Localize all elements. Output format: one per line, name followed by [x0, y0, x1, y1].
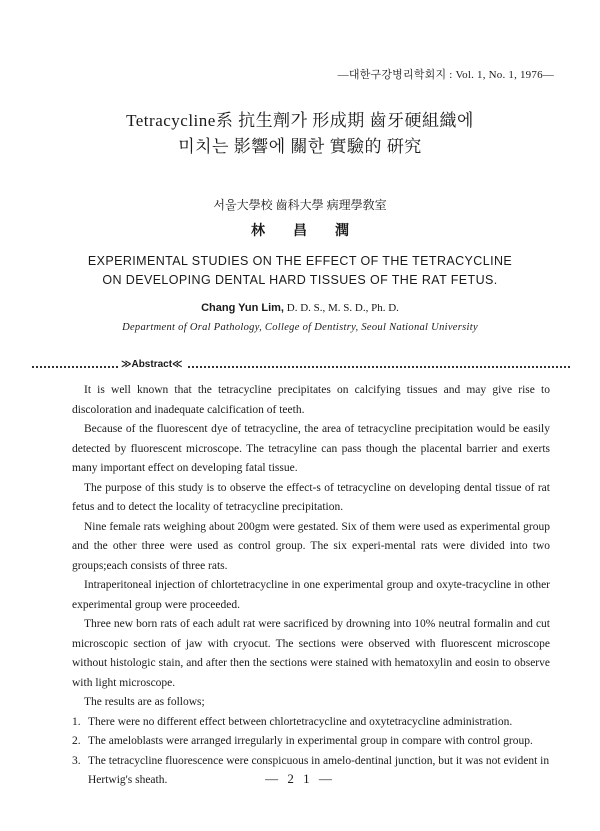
dotted-rule	[32, 366, 570, 368]
journal-reference: —대한구강병리학회지 : Vol. 1, No. 1, 1976—	[337, 69, 554, 81]
korean-title-line-2: 미치는 影響에 關한 實驗的 硏究	[178, 137, 422, 156]
english-department: Department of Oral Pathology, College of Dentistry, Seoul National University	[122, 322, 478, 333]
abstract-paragraph: It is well known that the tetracycline precipitates on calcifying tissues and may give rise to discoloration and inadequate calcification of teeth.	[72, 384, 550, 416]
result-item	[72, 713, 550, 733]
page-number: — 2 1 —	[265, 771, 335, 786]
abstract-paragraph: Three new born rats of each adult rat were sacrificed by drowning into 10% neutral formalin and cut microscopic section of jaw with cryocut. The sections were observed with fluorescent microscope without histologic stain, and after then the sections were stained with hematoxylin and eosin to observe with light microscope.	[72, 618, 550, 689]
english-author	[0, 302, 600, 314]
abstract-paragraph: The purpose of this study is to observe the effect-s of tetracycline on developing dental tissue of rat fetus and to detect the locality of tetracycline precipitation.	[72, 481, 550, 513]
result-number: 2.	[72, 735, 81, 747]
author-degrees: D. D. S., M. S. D., Ph. D.	[286, 302, 399, 314]
result-number: 3.	[72, 754, 81, 767]
results-heading: The results are as follows;	[84, 696, 205, 708]
english-title-line-1: EXPERIMENTAL STUDIES ON THE EFFECT OF THE TETRACYCLINE	[87, 254, 513, 268]
result-item	[72, 732, 550, 752]
abstract-label: ≫Abstract≪	[118, 359, 186, 370]
result-text: The ameloblasts were arranged irregularly in experimental group in compare with control group.	[88, 735, 533, 747]
result-text: There were no different effect between chlortetracycline and oxytetracycline administration.	[88, 715, 513, 728]
author-name: Chang Yun Lim,	[201, 302, 284, 314]
result-number: 1.	[72, 715, 81, 728]
abstract-paragraph: Because of the fluorescent dye of tetracycline, the area of tetracycline precipitation would be easily detected by fluorescent microscope. The tetracyline can pass though the placental barrier and exerts many important effect on developing fatal tissue.	[72, 423, 550, 474]
abstract-paragraph: Nine female rats weighing about 200gm were gestated. Six of them were used as experimental group and the other three were used as control group. The six experi-mental rats were divided into two groups;each consists of three rats.	[72, 520, 550, 572]
abstract-paragraph: Intraperitoneal injection of chlortetracycline in one experimental group and oxyte-tracycline in other experimental group were proceeded.	[72, 579, 550, 611]
abstract-divider	[32, 360, 570, 372]
korean-title-line-1: Tetracycline系 抗生劑가 形成期 齒牙硬組織에	[126, 111, 474, 130]
english-title	[0, 252, 600, 290]
korean-author: 林昌潤	[251, 224, 377, 239]
abstract-body	[72, 381, 550, 791]
english-title-line-2: ON DEVELOPING DENTAL HARD TISSUES OF THE RAT FETUS.	[102, 273, 498, 287]
korean-title	[0, 108, 600, 160]
korean-affiliation: 서울大學校 齒科大學 病理學敎室	[213, 198, 387, 212]
result-text: The tetracycline fluorescence were conspicuous in amelo-dentinal junction, but it was not evident in Hertwig's sheath.	[88, 754, 550, 786]
